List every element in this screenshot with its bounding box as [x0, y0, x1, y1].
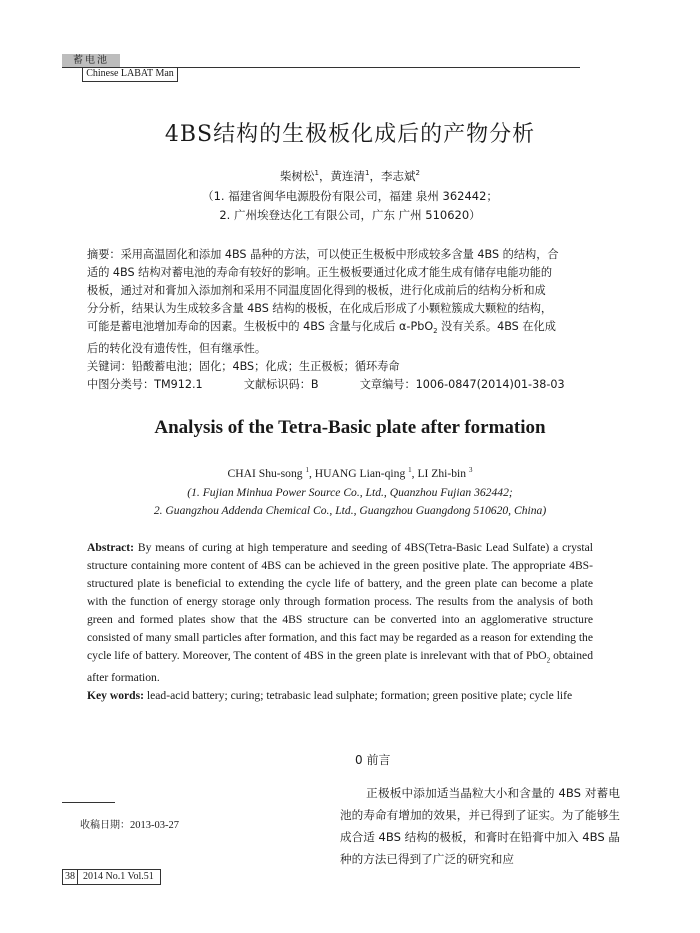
- abstract-en-tail: obtained after formation.: [87, 649, 593, 685]
- abstract-cn-text: 没有关系。4BS 在化成: [437, 320, 556, 333]
- keywords-en: [87, 687, 593, 705]
- author-en: , HUANG Lian-qing: [308, 466, 409, 480]
- authors-en: [0, 466, 700, 480]
- article-number: 文章编号：1006-0847(2014)01-38-03: [359, 378, 565, 392]
- received-date: [80, 816, 179, 831]
- affiliation-cn-1: （1. 福建省闽华电源股份有限公司，福建 泉州 362442；: [202, 189, 498, 203]
- page-number: 38: [63, 870, 78, 884]
- abstract-en: [87, 539, 593, 705]
- abstract-cn: [87, 246, 593, 394]
- authors-cn: 柴树松$^1$，黄连清$^1$，李志斌$^2$: [280, 169, 420, 183]
- abstract-cn-label: 摘要：: [87, 248, 121, 261]
- author-sup: 1: [408, 466, 412, 474]
- abstract-cn-line: [87, 246, 593, 264]
- affiliation-en-2: 2. Guangzhou Addenda Chemical Co., Ltd., Guangzhou Guangdong 510620, China): [153, 504, 547, 517]
- author-sup: 2: [415, 169, 420, 178]
- page-footer: [62, 869, 161, 885]
- author-sup: 3: [468, 466, 473, 474]
- body-text: [340, 782, 620, 870]
- abstract-cn-line: 极板，通过对和膏加入添加剂和采用不同温度固化得到的极板，进行化成前后的结构分析和成: [87, 284, 546, 297]
- issue-info: 2014 No.1 Vol.51: [83, 871, 154, 882]
- received-value: 2013-03-27: [130, 820, 179, 831]
- keywords-cn: [87, 358, 593, 376]
- abstract-en-para: [87, 539, 593, 687]
- received-label: 收稿日期：: [80, 820, 130, 831]
- classification-line: [87, 376, 593, 394]
- author-sup: 1: [305, 466, 309, 474]
- section-heading: 0 前言: [355, 753, 391, 767]
- body-paragraph: 正极板中添加适当晶粒大小和含量的 4BS 对蓄电池的寿命有增加的效果，并已得到了证实。为了能够生成合适 4BS 结构的极板，和膏时在铅膏中加入 4BS 晶种的方法已得到了广泛的研究和应: [340, 786, 620, 866]
- abstract-cn-line: 分分析，结果认为生成较多含量 4BS 结构的极板，在化成后形成了小颗粒簇成大颗粒的结构，: [87, 302, 553, 315]
- author-sup: 1: [365, 169, 370, 178]
- subscript: 2: [433, 327, 438, 336]
- abstract-en-label: Abstract:: [87, 541, 135, 554]
- author-en: , LI Zhi-bin: [411, 466, 469, 480]
- keywords-cn-text: 铅酸蓄电池；固化；4BS；化成；生正极板；循环寿命: [131, 360, 400, 374]
- paper-title-cn: 4BS结构的生极板化成后的产物分析: [164, 122, 536, 147]
- keywords-en-text: lead-acid battery; curing; tetrabasic lead sulphate; formation; green positive plate; cycle life: [144, 689, 573, 703]
- author-cn: 李志斌: [380, 169, 416, 183]
- paper-title-en: Analysis of the Tetra-Basic plate after formation: [154, 417, 546, 438]
- section-tab: 蓄电池: [62, 54, 120, 67]
- abstract-cn-text: 可能是蓄电池增加寿命的因素。生极板中的 4BS 含量与化成后 α-PbO: [87, 320, 434, 333]
- footnote-rule: [62, 802, 115, 803]
- keywords-cn-label: 关键词：: [87, 360, 132, 374]
- abstract-cn-text: 采用高温固化和添加 4BS 晶种的方法，可以使正生极板中形成较多含量 4BS 的结构，合: [120, 248, 559, 261]
- doc-code: 文献标识码：B: [243, 378, 319, 392]
- abstract-cn-line: [87, 318, 593, 340]
- clc-number: 中图分类号：TM912.1: [87, 378, 203, 392]
- keywords-en-label: Key words:: [87, 689, 144, 703]
- author-cn: 黄连清: [330, 169, 366, 183]
- journal-name: Chinese LABAT Man: [82, 67, 178, 82]
- affiliation-en-1: (1. Fujian Minhua Power Source Co., Ltd., Quanzhou Fujian 362442;: [187, 486, 513, 499]
- subscript: 2: [546, 656, 551, 665]
- affiliation-cn-2: 2. 广州埃登达化工有限公司，广东 广州 510620）: [219, 208, 481, 222]
- abstract-cn-line: 后的转化没有遗传性，但有继承性。: [87, 342, 267, 356]
- abstract-en-text: By means of curing at high temperature and seeding of 4BS(Tetra-Basic Lead Sulfate) a crystal structure containing more content of 4BS can be achieved in the green positive plate. The appropriate 4BS-structured plate is beneficial to extending the cycle life of battery, and the green plate can become a plate with the function of energy storage only through formation process. The results from the analysis of both green and formed plates show that the 4BS structure can be converted into an agglomerative structure consisted of many small particles after formation, and this fact may be regarded as a reason for extending the cycle life of battery. Moreover, The content of 4BS in the green plate is inrelevant with that of PbO: [87, 541, 593, 662]
- author-sup: 1: [314, 169, 320, 178]
- author-cn: 柴树松: [280, 169, 315, 183]
- author-en: CHAI Shu-song: [227, 466, 306, 480]
- abstract-cn-line: 适的 4BS 结构对蓄电池的寿命有较好的影响。正生极板要通过化成才能生成有储存电能功能的: [87, 266, 553, 279]
